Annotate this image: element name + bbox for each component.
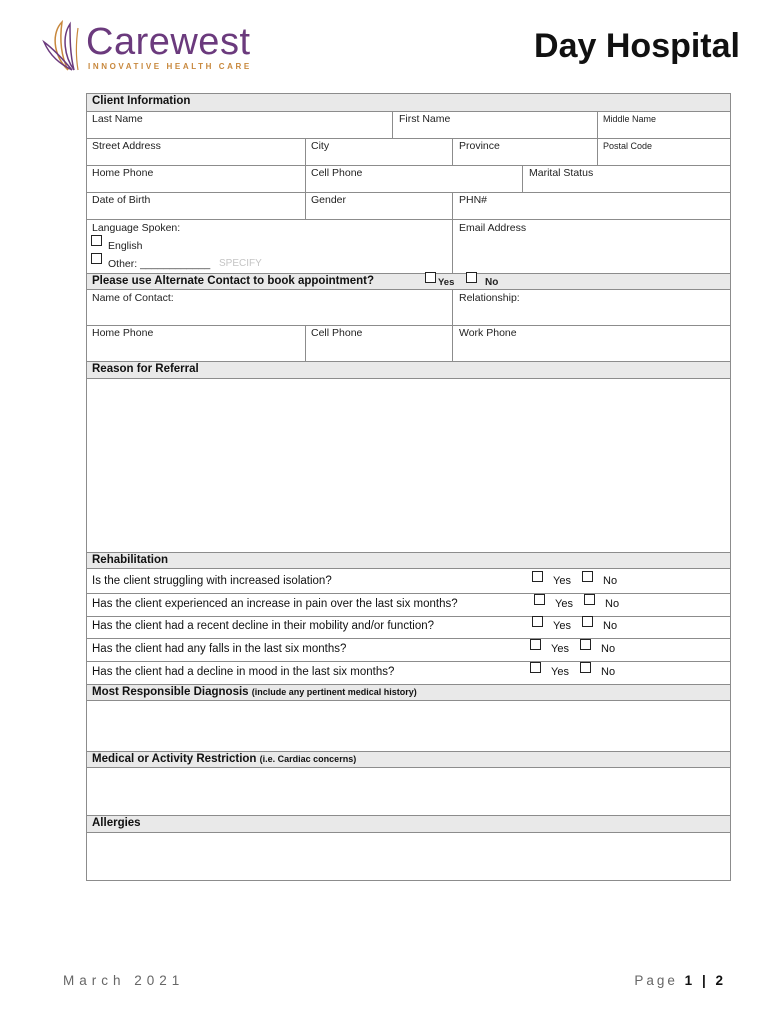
rehab-question-mood: Has the client had a decline in mood in the last six months? bbox=[92, 666, 395, 678]
mood-yes-checkbox[interactable] bbox=[530, 662, 541, 673]
relationship-field[interactable]: Relationship: bbox=[459, 292, 520, 304]
english-label: English bbox=[108, 240, 143, 252]
mobility-no-label: No bbox=[603, 620, 618, 632]
contact-home-phone-field[interactable]: Home Phone bbox=[92, 327, 154, 339]
allergies-band bbox=[86, 815, 730, 832]
falls-no-checkbox[interactable] bbox=[580, 639, 591, 650]
mood-no-checkbox[interactable] bbox=[580, 662, 591, 673]
last-name-field[interactable]: Last Name bbox=[92, 113, 143, 125]
isolation-no-checkbox[interactable] bbox=[582, 571, 593, 582]
postal-code-field[interactable]: Postal Code bbox=[603, 141, 653, 151]
isolation-yes-label: Yes bbox=[553, 575, 571, 587]
falls-yes-label: Yes bbox=[551, 643, 569, 655]
pain-no-checkbox[interactable] bbox=[584, 594, 595, 605]
rehab-question-pain: Has the client experienced an increase in pain over the last six months? bbox=[92, 598, 458, 610]
referral-heading: Reason for Referral bbox=[92, 363, 199, 375]
diagnosis-note: (include any pertinent medical history) bbox=[251, 687, 417, 697]
other-language-field[interactable]: Other: ____________ bbox=[108, 258, 211, 270]
diagnosis-textarea[interactable] bbox=[87, 701, 730, 750]
contact-work-phone-field[interactable]: Work Phone bbox=[459, 327, 517, 339]
gender-field[interactable]: Gender bbox=[311, 194, 347, 206]
form-border-right bbox=[730, 93, 731, 881]
page-label: Page bbox=[634, 973, 678, 988]
restriction-note: (i.e. Cardiac concerns) bbox=[259, 754, 357, 764]
phn-field[interactable]: PHN# bbox=[459, 194, 488, 206]
falls-no-label: No bbox=[601, 643, 616, 655]
allergies-textarea[interactable] bbox=[87, 833, 730, 879]
restriction-heading bbox=[92, 753, 356, 765]
alternate-contact-question: Please use Alternate Contact to book appointment? bbox=[92, 275, 375, 287]
contact-cell-phone-field[interactable]: Cell Phone bbox=[311, 327, 363, 339]
language-spoken-label: Language Spoken: bbox=[92, 222, 181, 234]
alternate-contact-no-checkbox[interactable] bbox=[466, 272, 477, 283]
diagnosis-title: Most Responsible Diagnosis bbox=[92, 686, 249, 698]
rehab-question-isolation: Is the client struggling with increased isolation? bbox=[92, 575, 332, 587]
mood-no-label: No bbox=[601, 666, 616, 678]
page-total: 2 bbox=[715, 973, 726, 988]
allergies-heading: Allergies bbox=[92, 817, 141, 829]
page-title: Day Hospital bbox=[534, 27, 740, 65]
english-checkbox[interactable] bbox=[91, 235, 102, 246]
brand-name: Carewest bbox=[86, 21, 251, 63]
rehab-question-falls: Has the client had any falls in the last six months? bbox=[92, 643, 347, 655]
mobility-no-checkbox[interactable] bbox=[582, 616, 593, 627]
mood-yes-label: Yes bbox=[551, 666, 569, 678]
middle-name-field[interactable]: Middle Name bbox=[603, 114, 657, 124]
date-of-birth-field[interactable]: Date of Birth bbox=[92, 194, 151, 206]
rehab-heading: Rehabilitation bbox=[92, 554, 169, 566]
client-info-heading: Client Information bbox=[92, 95, 191, 107]
falls-yes-checkbox[interactable] bbox=[530, 639, 541, 650]
page-current: 1 bbox=[684, 973, 696, 988]
alternate-contact-no-label: No bbox=[485, 277, 499, 288]
cell-phone-field[interactable]: Cell Phone bbox=[311, 167, 363, 179]
rehab-question-mobility: Has the client had a recent decline in their mobility and/or function? bbox=[92, 620, 435, 632]
brand-tagline: INNOVATIVE HEALTH CARE bbox=[88, 62, 252, 71]
other-language-checkbox[interactable] bbox=[91, 253, 102, 264]
diagnosis-heading bbox=[92, 686, 417, 698]
pain-yes-label: Yes bbox=[555, 598, 573, 610]
pain-yes-checkbox[interactable] bbox=[534, 594, 545, 605]
specify-hint: SPECIFY bbox=[219, 258, 262, 269]
marital-status-field[interactable]: Marital Status bbox=[529, 167, 594, 179]
alternate-contact-yes-label: Yes bbox=[438, 277, 455, 288]
rehab-band bbox=[86, 552, 730, 568]
page-number bbox=[634, 973, 726, 988]
mobility-yes-label: Yes bbox=[553, 620, 571, 632]
restriction-textarea[interactable] bbox=[87, 768, 730, 814]
mobility-yes-checkbox[interactable] bbox=[532, 616, 543, 627]
first-name-field[interactable]: First Name bbox=[399, 113, 451, 125]
pain-no-label: No bbox=[605, 598, 620, 610]
isolation-no-label: No bbox=[603, 575, 618, 587]
home-phone-field[interactable]: Home Phone bbox=[92, 167, 154, 179]
province-field[interactable]: Province bbox=[459, 140, 500, 152]
isolation-yes-checkbox[interactable] bbox=[532, 571, 543, 582]
alternate-contact-yes-checkbox[interactable] bbox=[425, 272, 436, 283]
name-of-contact-field[interactable]: Name of Contact: bbox=[92, 292, 174, 304]
email-address-field[interactable]: Email Address bbox=[459, 222, 527, 234]
page-separator: | bbox=[701, 973, 709, 988]
restriction-title: Medical or Activity Restriction bbox=[92, 753, 257, 765]
city-field[interactable]: City bbox=[311, 140, 330, 152]
footer-date: March 2021 bbox=[63, 973, 185, 988]
referral-textarea[interactable] bbox=[87, 379, 730, 551]
street-address-field[interactable]: Street Address bbox=[92, 140, 161, 152]
